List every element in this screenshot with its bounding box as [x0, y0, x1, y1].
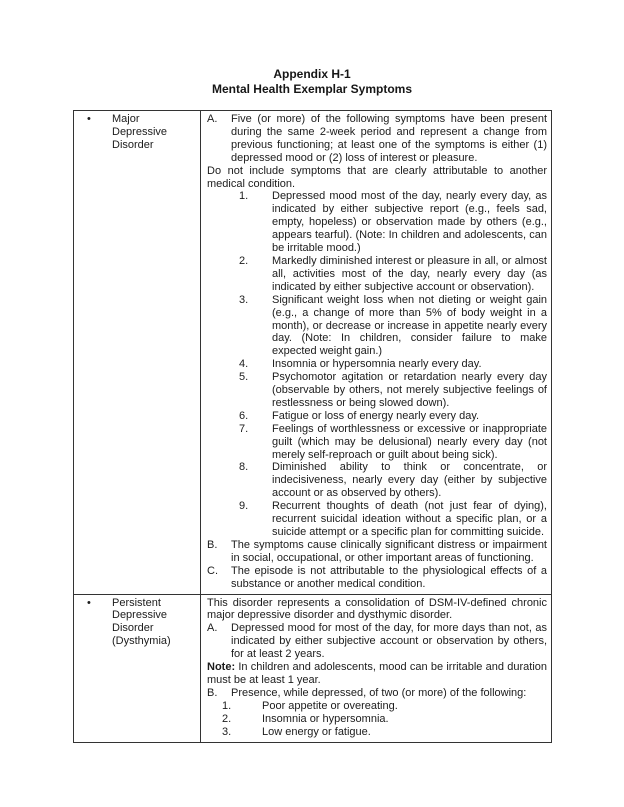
item-marker: 7.	[239, 422, 249, 435]
symptom-text: Significant weight loss when not dieting or weight gain (e.g., a change of more than 5% of body weight in a month), or decrease or increase in appetite nearly every day. (Note: In children, consider failure to make expected weight gain.)	[272, 293, 547, 358]
bullet-icon: •	[87, 596, 91, 609]
criterion-text: Five (or more) of the following symptoms have been present during the same 2-week period and represent a change from previous functioning; at least one of the symptoms is either (1) depressed mood or (2) loss of interest or pleasure.	[231, 113, 547, 164]
page-title-line2: Mental Health Exemplar Symptoms	[211, 81, 413, 96]
criterion-b	[207, 539, 547, 565]
symptom-text: Markedly diminished interest or pleasure in all, or almost all, activities most of the day, nearly every day (as indicated by either subjective account or observation).	[272, 254, 547, 293]
symptom-item-7	[239, 423, 547, 462]
symptom-text: Poor appetite or overeating.	[262, 699, 398, 712]
item-marker: B.	[207, 686, 218, 699]
term-cell	[74, 111, 201, 594]
item-marker: 6.	[239, 409, 249, 422]
item-marker: C.	[207, 564, 218, 577]
item-marker: 1.	[222, 699, 232, 712]
symptom-item-2	[239, 255, 547, 294]
item-marker: 5.	[239, 371, 249, 384]
symptom-text: Psychomotor agitation or retardation nearly every day (observable by others, not merely subjective feelings of restlessness or being slowed down).	[272, 371, 547, 409]
note-text: In children and adolescents, mood can be irritable and duration must be at least 1 year.	[207, 661, 547, 686]
criterion-text: Depressed mood for most of the day, for more days than not, as indicated by either subjective account or observation by others, for at least 2 years.	[231, 622, 547, 661]
symptom-item-8	[239, 461, 547, 500]
criterion-text: The symptoms cause clinically significant distress or impairment in social, occupational, or other important areas of functioning.	[231, 538, 547, 564]
symptom-text: Insomnia or hypersomnia nearly every day.	[272, 358, 482, 371]
symptom-text: Low energy or fatigue.	[262, 725, 371, 738]
criterion-a	[207, 113, 547, 165]
criterion-a	[207, 622, 547, 661]
symptoms-table	[73, 110, 552, 743]
item-marker: A.	[207, 113, 218, 125]
term-label: Persistent Depressive Disorder (Dysthymia)	[112, 596, 171, 648]
symptom-item-6	[239, 410, 547, 423]
note-label: Note:	[207, 661, 236, 674]
table-row-persistent-depressive-disorder	[74, 594, 551, 742]
duration-note	[207, 661, 547, 687]
symptom-item-4	[239, 358, 547, 371]
criterion-c	[207, 565, 547, 591]
item-marker: 4.	[239, 358, 249, 371]
criterion-text: The episode is not attributable to the physiological effects of a substance or another medical condition.	[231, 564, 547, 590]
term-label: Major Depressive Disorder	[112, 113, 168, 151]
criterion-b	[207, 687, 547, 700]
symptom-text: Depressed mood most of the day, nearly every day, as indicated by either subjective report (e.g., feels sad, empty, hopeless) or observation made by others (e.g., appears tearful). (Note: In children and adolescents, can be irritable mood.)	[272, 190, 547, 255]
definition-cell	[201, 595, 551, 742]
symptom-text: Diminished ability to think or concentrate, or indecisiveness, nearly every day (either by subjective account or as observed by others).	[272, 461, 547, 500]
item-marker: 2.	[239, 254, 249, 267]
item-marker: 3.	[222, 725, 232, 738]
item-marker: 2.	[222, 712, 232, 725]
table-row-major-depressive-disorder	[74, 111, 551, 594]
symptom-text: Feelings of worthlessness or excessive or inappropriate guilt (which may be delusional) nearly every day (not merely self-reproach or guilt about being sick).	[272, 422, 547, 461]
symptom-text: Recurrent thoughts of death (not just fear of dying), recurrent suicidal ideation without a specific plan, or a suicide attempt or a specific plan for committing suicide.	[272, 500, 547, 538]
bullet-icon: •	[87, 113, 91, 125]
symptom-item-1	[222, 700, 547, 713]
criterion-text: Presence, while depressed, of two (or more) of the following:	[231, 686, 527, 699]
exclusion-note: Do not include symptoms that are clearly attributable to another medical condition.	[207, 164, 547, 190]
page-title	[0, 67, 624, 96]
item-marker: 1.	[239, 190, 249, 203]
definition-cell	[201, 111, 551, 594]
symptom-item-5	[239, 371, 547, 410]
item-marker: 8.	[239, 461, 249, 474]
symptom-item-3	[239, 294, 547, 359]
page-title-line1: Appendix H-1	[273, 67, 351, 81]
term-cell	[74, 595, 201, 742]
item-marker: 9.	[239, 500, 249, 513]
item-marker: A.	[207, 622, 218, 635]
symptom-item-9	[239, 500, 547, 539]
symptom-item-1	[239, 190, 547, 255]
symptom-text: Insomnia or hypersomnia.	[262, 712, 389, 725]
consolidation-note: This disorder represents a consolidation of DSM-IV-defined chronic major depressive disorder and dysthymic disorder.	[207, 596, 547, 622]
symptom-item-3	[222, 726, 547, 739]
symptom-item-2	[222, 713, 547, 726]
item-marker: B.	[207, 538, 218, 551]
item-marker: 3.	[239, 293, 249, 306]
symptom-text: Fatigue or loss of energy nearly every day.	[272, 409, 480, 422]
